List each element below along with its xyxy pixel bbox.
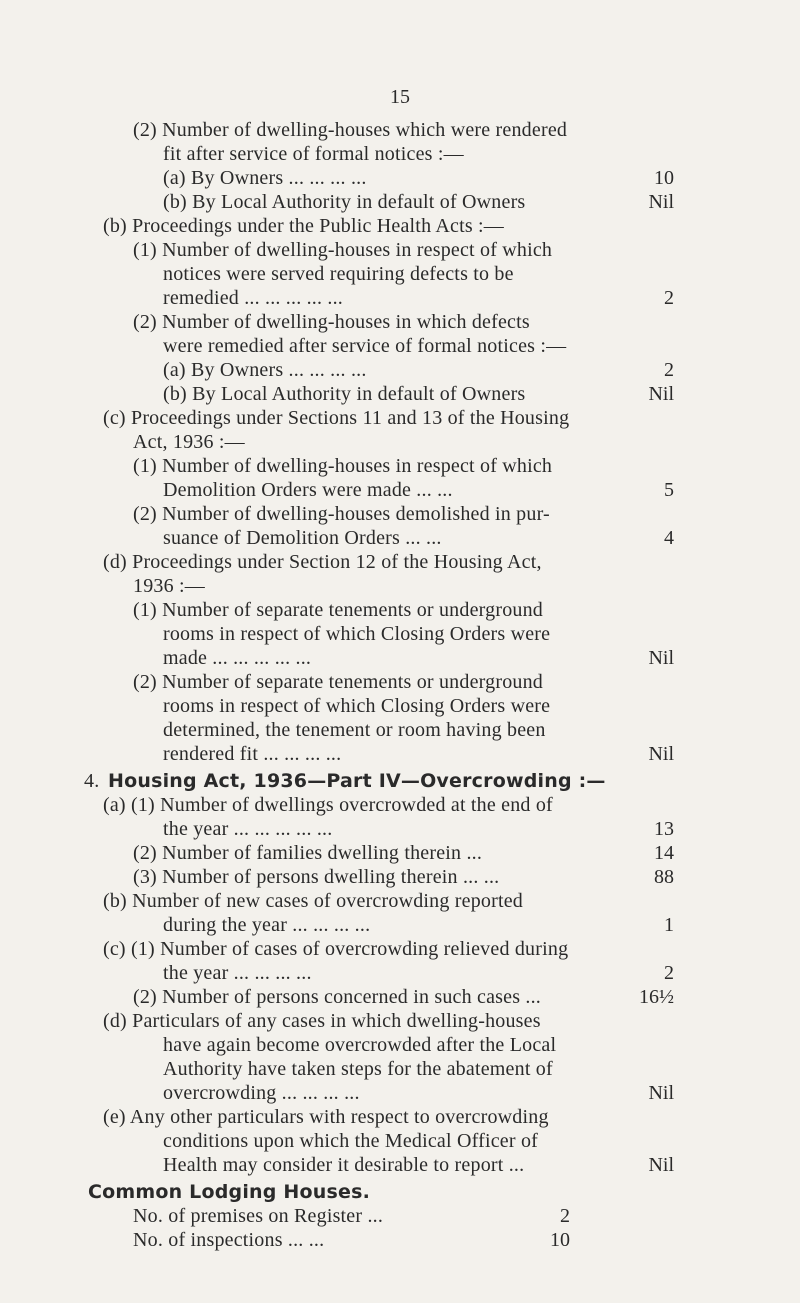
value: Nil xyxy=(648,647,674,669)
value: 4 xyxy=(664,527,674,549)
text-line: (a) (1) Number of dwellings overcrowded at the end of xyxy=(103,794,553,816)
text-line: were remedied after service of formal notices :— xyxy=(163,335,567,357)
text-line: Act, 1936 :— xyxy=(133,431,245,453)
value: Nil xyxy=(648,383,674,405)
text-line: (1) Number of dwelling-houses in respect of which xyxy=(133,455,553,477)
text-line: No. of inspections ... ... xyxy=(133,1229,325,1251)
text-line: have again become overcrowded after the Local xyxy=(163,1034,557,1056)
value: 2 xyxy=(664,287,674,309)
value: 14 xyxy=(654,842,674,864)
value: Nil xyxy=(648,1082,674,1104)
text-line: (b) By Local Authority in default of Owners xyxy=(163,191,526,213)
value: 2 xyxy=(664,359,674,381)
text-line: suance of Demolition Orders ... ... xyxy=(163,527,442,549)
text-line: (e) Any other particulars with respect to overcrowding xyxy=(103,1106,549,1128)
section-heading: Common Lodging Houses. xyxy=(88,1181,371,1203)
value: 5 xyxy=(664,479,674,501)
text-line: the year ... ... ... ... ... xyxy=(163,818,333,840)
text-line: (2) Number of dwelling-houses in which defects xyxy=(133,311,530,333)
text-line: (a) By Owners ... ... ... ... xyxy=(163,167,367,189)
value: Nil xyxy=(648,743,674,765)
text-line: overcrowding ... ... ... ... xyxy=(163,1082,360,1104)
text-line: Demolition Orders were made ... ... xyxy=(163,479,453,501)
value: 2 xyxy=(560,1205,570,1227)
text-line: (d) Proceedings under Section 12 of the Housing Act, xyxy=(103,551,542,573)
text-line: rendered fit ... ... ... ... xyxy=(163,743,342,765)
text-line: (b) Proceedings under the Public Health Acts :— xyxy=(103,215,504,237)
page-number: 15 xyxy=(390,86,410,108)
text-line: Health may consider it desirable to report ... xyxy=(163,1154,525,1176)
value: 10 xyxy=(654,167,674,189)
text-line: (2) Number of separate tenements or underground xyxy=(133,671,544,693)
text-line: conditions upon which the Medical Officer of xyxy=(163,1130,539,1152)
text-line: (b) Number of new cases of overcrowding reported xyxy=(103,890,524,912)
value: Nil xyxy=(648,191,674,213)
text-line: No. of premises on Register ... xyxy=(133,1205,384,1227)
text-line: (2) Number of families dwelling therein ... xyxy=(133,842,483,864)
text-line: (d) Particulars of any cases in which dwelling-houses xyxy=(103,1010,541,1032)
value: 13 xyxy=(654,818,674,840)
text-line: (1) Number of separate tenements or underground xyxy=(133,599,544,621)
value: 88 xyxy=(654,866,674,888)
value: 2 xyxy=(664,962,674,984)
text-line: notices were served requiring defects to be xyxy=(163,263,514,285)
text-line: fit after service of formal notices :— xyxy=(163,143,464,165)
section-heading: Housing Act, 1936—Part IV—Overcrowding :— xyxy=(108,770,606,792)
text-line: (2) Number of dwelling-houses demolished in pur- xyxy=(133,503,550,525)
text-line: the year ... ... ... ... xyxy=(163,962,312,984)
text-line: (c) Proceedings under Sections 11 and 13 of the Housing xyxy=(103,407,570,429)
value: 1 xyxy=(664,914,674,936)
text-line: determined, the tenement or room having been xyxy=(163,719,546,741)
text-line: (3) Number of persons dwelling therein ... ... xyxy=(133,866,500,888)
value: Nil xyxy=(648,1154,674,1176)
section-number: 4. xyxy=(84,770,100,792)
text-line: (b) By Local Authority in default of Owners xyxy=(163,383,526,405)
value: 10 xyxy=(550,1229,570,1251)
text-line: remedied ... ... ... ... ... xyxy=(163,287,344,309)
text-line: (a) By Owners ... ... ... ... xyxy=(163,359,367,381)
text-line: during the year ... ... ... ... xyxy=(163,914,371,936)
value: 16½ xyxy=(639,986,674,1008)
text-line: Authority have taken steps for the abatement of xyxy=(163,1058,553,1080)
text-line: made ... ... ... ... ... xyxy=(163,647,312,669)
text-line: (2) Number of persons concerned in such cases ... xyxy=(133,986,542,1008)
text-line: 1936 :— xyxy=(133,575,205,597)
text-line: (c) (1) Number of cases of overcrowding relieved during xyxy=(103,938,569,960)
text-line: rooms in respect of which Closing Orders were xyxy=(163,695,551,717)
text-line: (1) Number of dwelling-houses in respect of which xyxy=(133,239,553,261)
text-line: rooms in respect of which Closing Orders were xyxy=(163,623,551,645)
text-line: (2) Number of dwelling-houses which were rendered xyxy=(133,119,568,141)
